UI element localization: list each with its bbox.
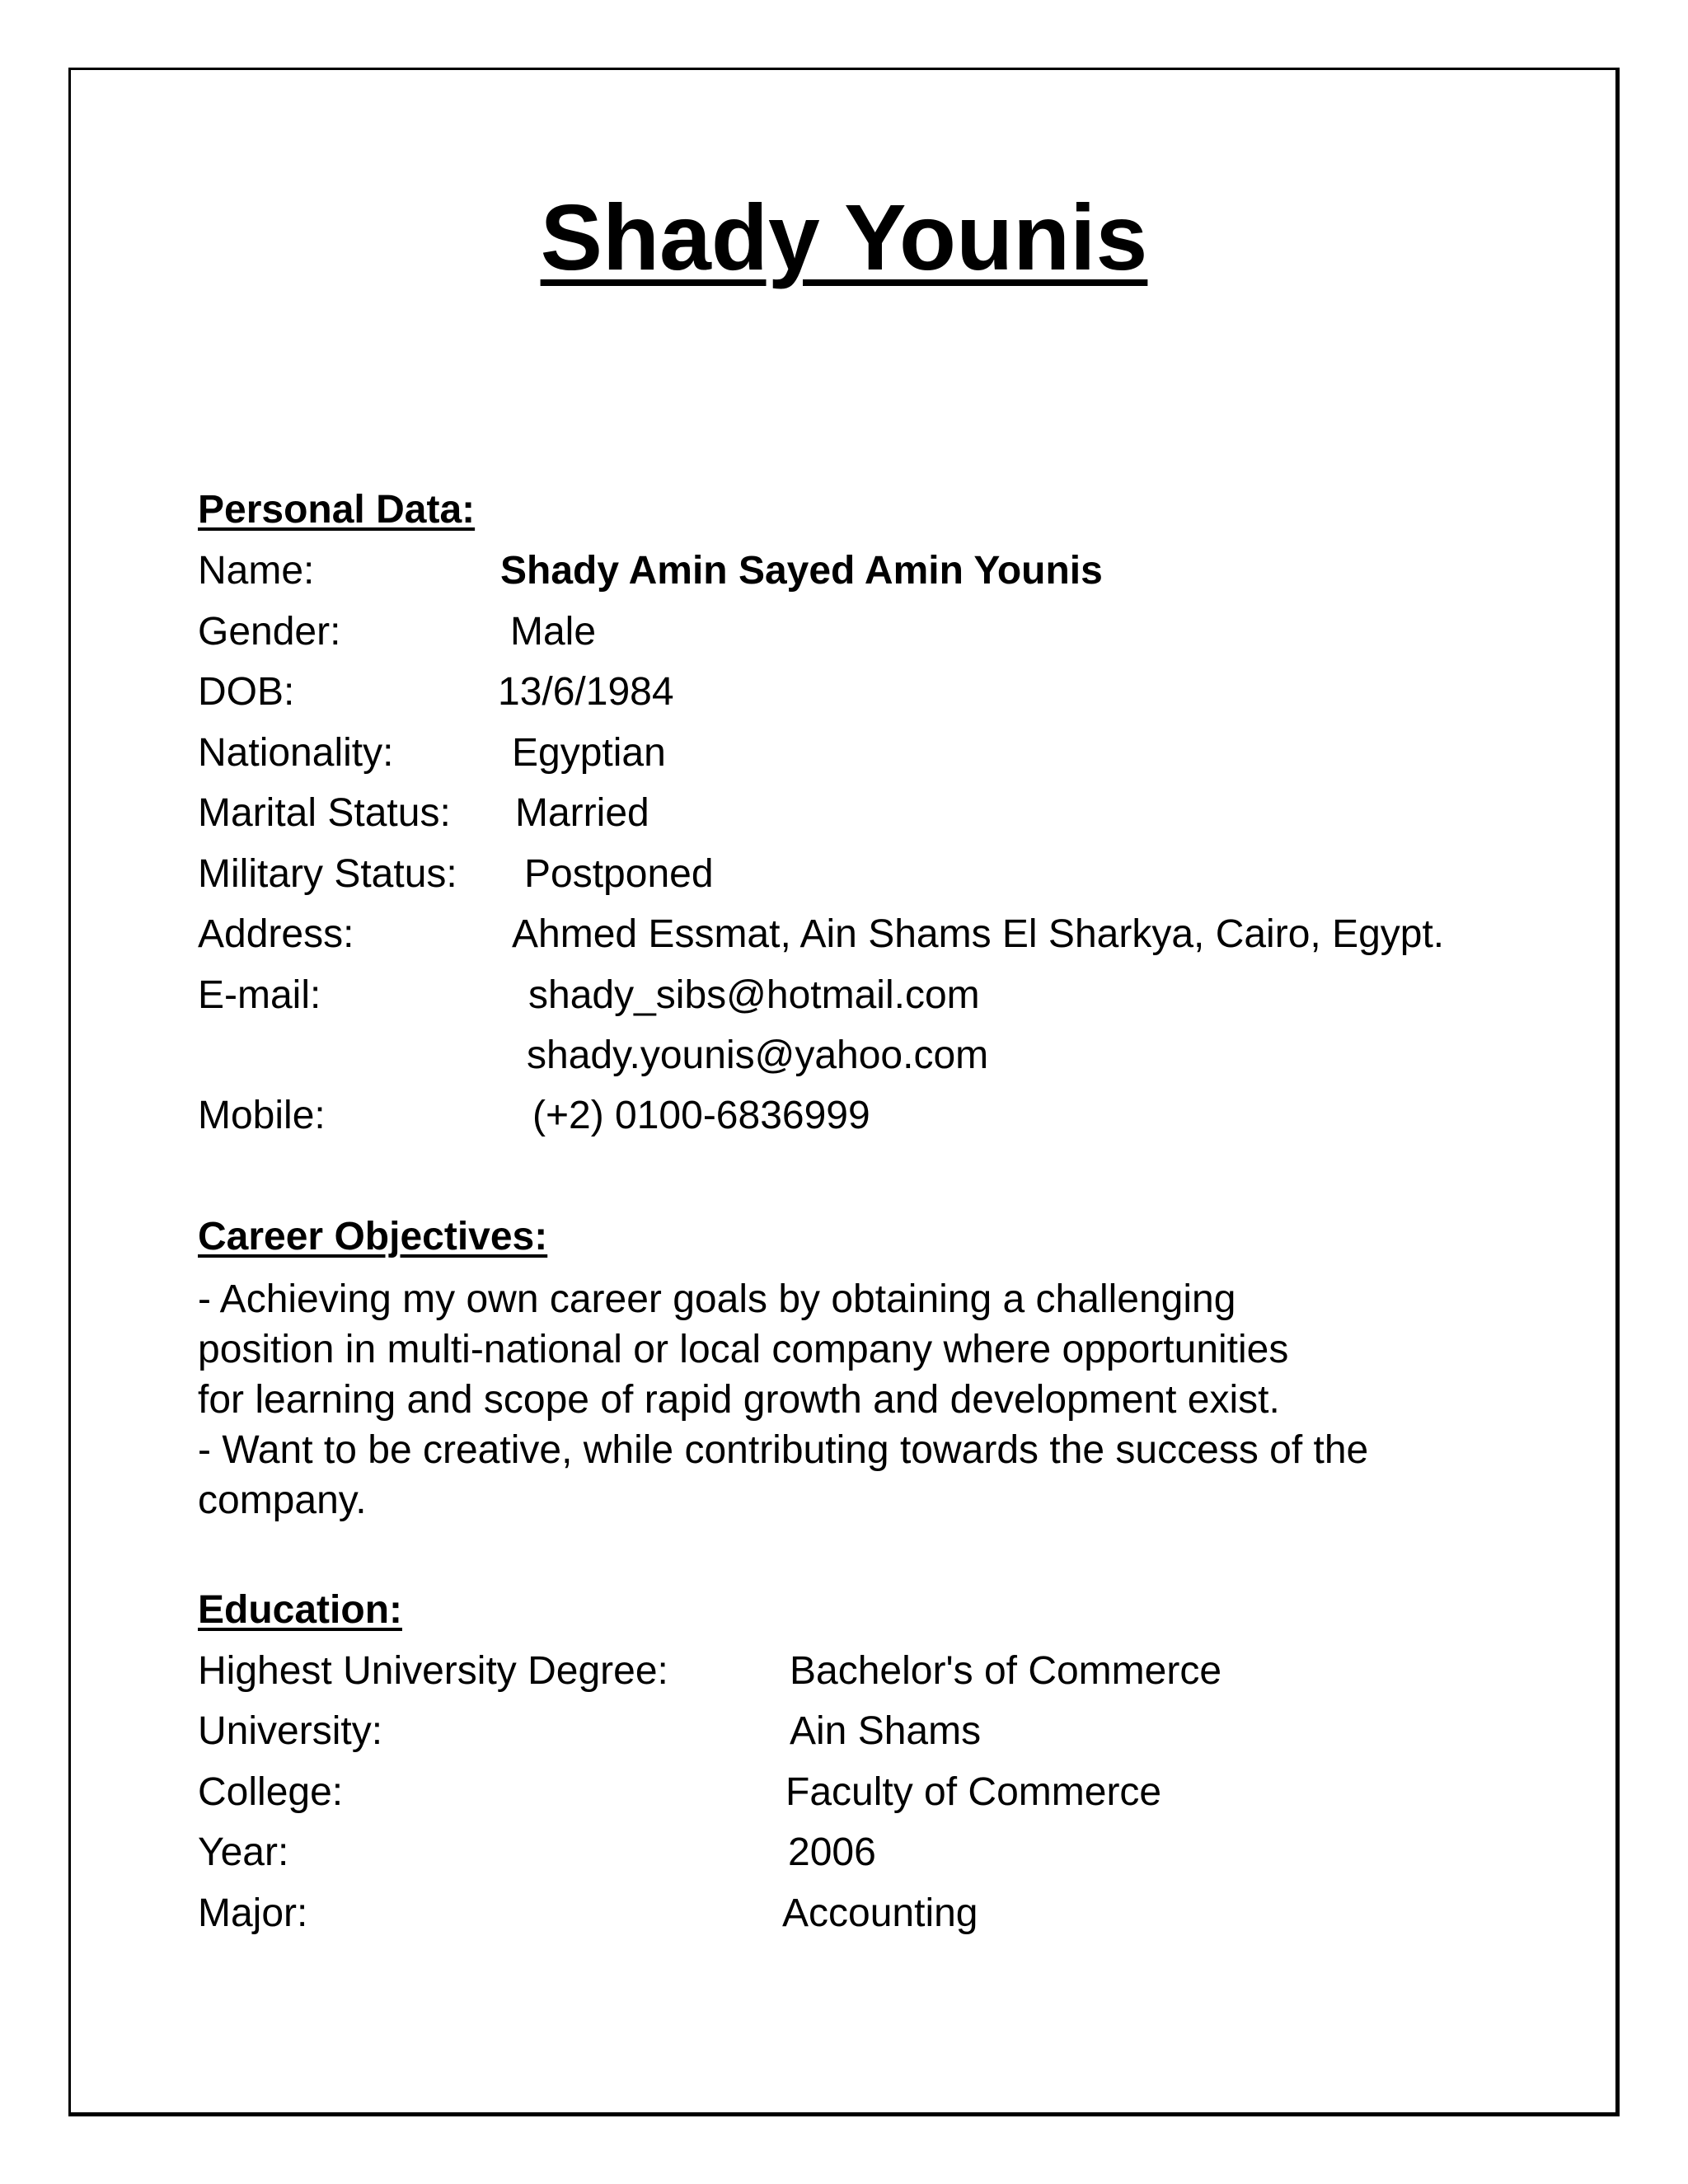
mobile-label: Mobile:	[198, 1094, 326, 1137]
career-line: - Want to be creative, while contributing towards the success of the	[198, 1428, 1369, 1472]
career-objectives-heading: Career Objectives:	[198, 1215, 548, 1258]
university-label: University:	[198, 1709, 383, 1753]
career-line: for learning and scope of rapid growth and development exist.	[198, 1378, 1280, 1422]
resume-title: Shady Younis	[540, 185, 1148, 289]
marital-status-value: Married	[515, 791, 649, 835]
military-status-value: Postponed	[524, 852, 714, 896]
mobile-value: (+2) 0100-6836999	[532, 1094, 870, 1137]
nationality-value: Egyptian	[512, 731, 666, 775]
degree-label: Highest University Degree:	[198, 1649, 668, 1693]
college-label: College:	[198, 1770, 344, 1814]
gender-value: Male	[510, 610, 597, 654]
year-value: 2006	[788, 1830, 876, 1874]
dob-value: 13/6/1984	[498, 670, 674, 714]
gender-label: Gender:	[198, 610, 341, 654]
major-value: Accounting	[782, 1891, 978, 1935]
name-value: Shady Amin Sayed Amin Younis	[500, 549, 1103, 593]
marital-status-label: Marital Status:	[198, 791, 451, 835]
personal-data-heading: Personal Data:	[198, 488, 476, 532]
degree-value: Bachelor's of Commerce	[790, 1649, 1222, 1693]
university-value: Ain Shams	[790, 1709, 982, 1753]
email-value-1: shady_sibs@hotmail.com	[528, 973, 980, 1017]
email-value-2: shady.younis@yahoo.com	[527, 1033, 989, 1077]
name-label: Name:	[198, 549, 315, 593]
year-label: Year:	[198, 1830, 289, 1874]
address-label: Address:	[198, 912, 354, 956]
military-status-label: Military Status:	[198, 852, 457, 896]
career-line: - Achieving my own career goals by obtaining a challenging	[198, 1277, 1236, 1321]
email-label: E-mail:	[198, 973, 321, 1017]
career-line: position in multi-national or local company where opportunities	[198, 1328, 1289, 1371]
nationality-label: Nationality:	[198, 731, 394, 775]
major-label: Major:	[198, 1891, 308, 1935]
college-value: Faculty of Commerce	[785, 1770, 1162, 1814]
dob-label: DOB:	[198, 670, 295, 714]
career-line: company.	[198, 1479, 367, 1522]
education-heading: Education:	[198, 1588, 402, 1632]
address-value: Ahmed Essmat, Ain Shams El Sharkya, Cairo, Egypt.	[512, 912, 1445, 956]
